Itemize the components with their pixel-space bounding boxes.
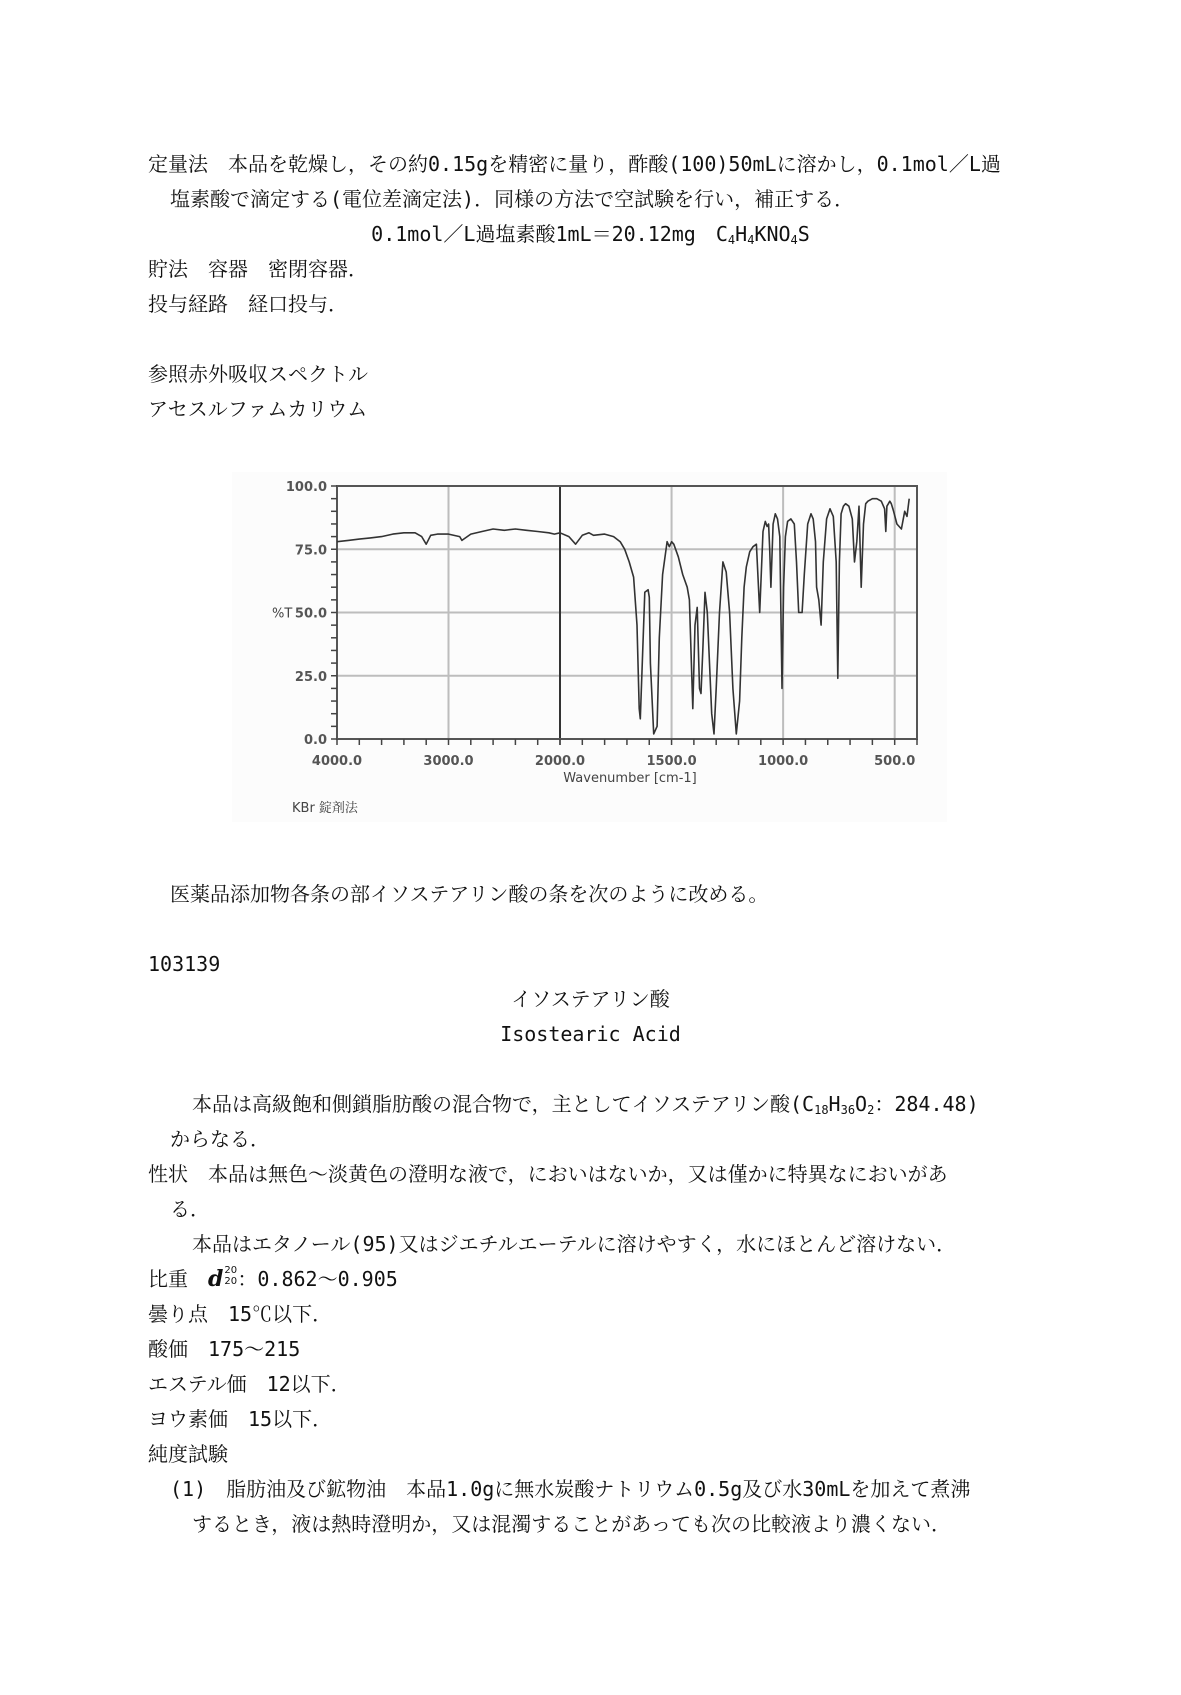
solubility: 本品はエタノール(95)又はジエチルエーテルに溶けやすく，水にほとんど溶けない． [192,1232,957,1256]
x-tick-label: 4000.0 [311,754,363,769]
properties-line-1: 性状 本品は無色～淡黄色の澄明な液で，においはないか，又は僅かに特異なにおいがあ [148,1162,948,1186]
assay-line-2: 塩素酸で滴定する(電位差滴定法)．同様の方法で空試験を行い，補正する． [170,187,855,211]
x-tick-label: 2000.0 [534,754,586,769]
y-tick-label: 75.0 [294,543,327,559]
monograph-name-en: Isostearic Acid [500,1022,681,1046]
x-tick-label: 3000.0 [423,754,474,769]
storage: 貯法 容器 密閉容器． [148,257,368,281]
assay-formula: 0.1mol／L過塩素酸1mL＝20.12mg $C_4H_4KNO_4S$ [371,222,810,247]
monograph-name-ja: イソステアリン酸 [511,987,670,1011]
purity-item-1-line-2: するとき，液は熱時澄明か，又は混濁することがあっても次の比較液より濃くない． [192,1512,951,1536]
reference-ir-compound: アセスルファムカリウム [148,397,368,421]
acid-value: 酸価 175～215 [148,1337,301,1361]
ester-value: エステル価 12以下． [148,1372,351,1396]
purity-heading: 純度試験 [148,1442,228,1466]
reference-ir-heading: 参照赤外吸収スペクトル [148,362,368,386]
y-tick-label: 50.0 [294,606,327,622]
x-axis-label: Wavenumber [cm-1] [563,771,697,786]
properties-line-2: る． [170,1197,210,1221]
ir-spectrum-chart [232,472,947,822]
iodine-value: ヨウ素価 15以下． [148,1407,333,1431]
ir-spectrum-plot [232,472,947,822]
y-axis-label: %T [272,606,293,622]
monograph-code: 103139 [148,952,221,976]
purity-item-1-line-1: (1) 脂肪油及び鉱物油 本品1.0gに無水炭酸ナトリウム0.5g及び水30mLを加えて煮沸 [170,1477,971,1501]
spectrum-trace [337,499,909,734]
assay-line-1: 定量法 本品を乾燥し，その約0.15gを精密に量り，酢酸(100)50mLに溶かし，0.1mol／L過 [148,152,1001,176]
administration-route: 投与経路 経口投与． [148,292,348,316]
x-tick-label: 1000.0 [758,754,809,769]
x-tick-label: 500.0 [874,754,916,769]
description-line-1: 本品は高級飽和側鎖脂肪酸の混合物で，主としてイソステアリン酸($C_{18}H_{36}O_2$：284.48) [192,1092,979,1117]
amendment-note: 医薬品添加物各条の部イソステアリン酸の条を次のように改める。 [170,882,769,906]
cloud-point: 曇り点 15℃以下． [148,1302,333,1326]
y-tick-label: 25.0 [294,669,327,685]
x-tick-label: 1500.0 [646,754,697,769]
specific-gravity: 比重 d 20 20 ：0.862～0.905 [148,1265,398,1292]
y-tick-label: 0.0 [303,733,327,748]
method-label: KBr 錠剤法 [292,801,358,816]
y-tick-label: 100.0 [285,480,327,495]
description-line-2: からなる． [170,1127,270,1151]
specific-gravity-symbol: d [208,1266,224,1292]
